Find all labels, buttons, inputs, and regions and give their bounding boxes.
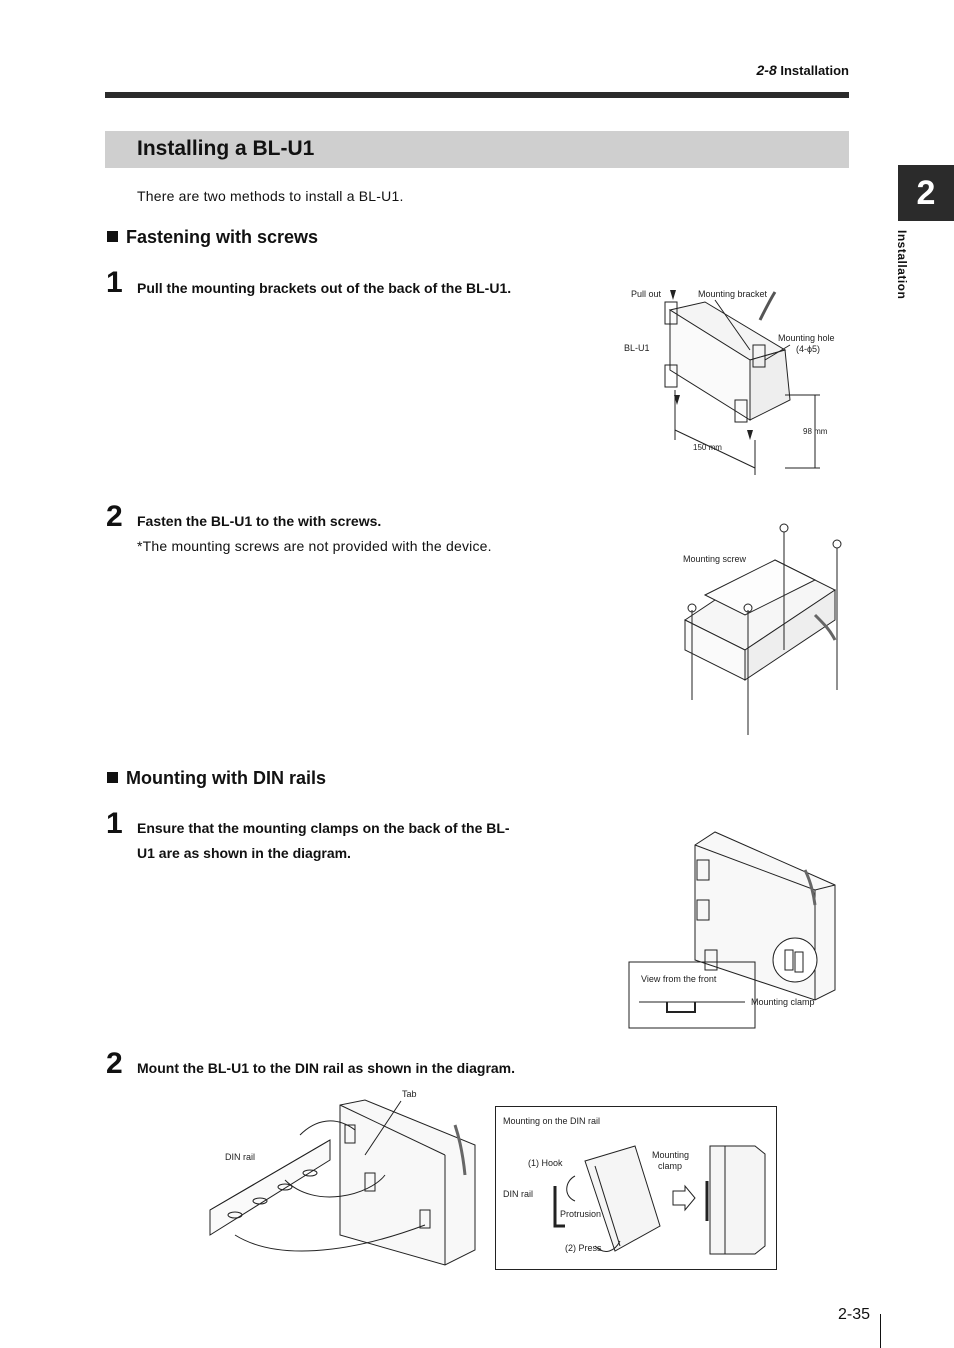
step-number: 1 — [106, 266, 123, 299]
label-mounting-bracket: Mounting bracket — [698, 289, 768, 299]
step-number: 1 — [106, 807, 123, 840]
label-dim-98: 98 mm — [803, 427, 828, 436]
label-mounting-hole: Mounting hole — [778, 333, 835, 343]
label-pull-out: Pull out — [631, 289, 662, 299]
step-text: Pull the mounting brackets out of the back of the BL-U1. — [137, 280, 512, 296]
header-page-ref: 2-8 — [756, 62, 777, 78]
header-section: Installation — [780, 63, 849, 78]
figure-mounting-clamp — [625, 830, 855, 1035]
label-mounting-clamp: Mounting clamp — [751, 997, 815, 1007]
section-heading-screws-text: Fastening with screws — [126, 227, 319, 247]
figure-din-rail-steps — [495, 1106, 777, 1270]
figure-din-rail-mount — [205, 1085, 490, 1270]
label-bl-u1: BL-U1 — [624, 343, 650, 353]
step-text: Fasten the BL-U1 to the with screws. — [137, 513, 382, 529]
chapter-side-text: Installation — [895, 230, 909, 300]
step-text-line: U1 are as shown in the diagram. — [137, 845, 351, 861]
label-protrusion: Protrusion — [560, 1209, 602, 1219]
label-clamp-line2: clamp — [658, 1161, 683, 1171]
label-view-from-front: View from the front — [641, 974, 717, 984]
page-title: Installing a BL-U1 — [137, 137, 315, 160]
section-heading-din-text: Mounting with DIN rails — [126, 768, 326, 788]
label-press: (2) Press — [565, 1243, 602, 1253]
step-text: Mount the BL-U1 to the DIN rail as shown in the diagram. — [137, 1060, 516, 1076]
figure-pull-out-brackets — [615, 280, 855, 480]
chapter-side-label — [895, 230, 925, 320]
running-header — [700, 62, 849, 78]
label-mounting-on-din: Mounting on the DIN rail — [503, 1116, 601, 1126]
step-number: 2 — [106, 1047, 123, 1080]
chapter-tab: 2 — [898, 165, 954, 221]
step-number: 2 — [106, 500, 123, 533]
label-dim-150: 150 mm — [693, 443, 722, 452]
step-text-line: Ensure that the mounting clamps on the back of the BL- — [137, 820, 510, 836]
label-mounting-hole-size: (4-ϕ5) — [796, 344, 821, 354]
header-rule — [105, 92, 849, 98]
label-hook: (1) Hook — [528, 1158, 563, 1168]
step-text — [137, 816, 510, 866]
section-heading-screws — [107, 227, 318, 248]
label-din-rail: DIN rail — [503, 1189, 534, 1199]
section-heading-din — [107, 768, 326, 789]
page-number: 2-35 — [837, 1306, 870, 1323]
step-note: *The mounting screws are not provided with the device. — [137, 538, 492, 554]
page-number-rule — [880, 1314, 881, 1348]
label-din-rail: DIN rail — [225, 1152, 256, 1162]
label-tab: Tab — [402, 1089, 417, 1099]
figure-mounting-screws — [675, 520, 855, 745]
label-clamp-line1: Mounting — [652, 1150, 690, 1160]
square-bullet-icon — [107, 772, 118, 783]
intro-text: There are two methods to install a BL-U1. — [137, 188, 404, 204]
square-bullet-icon — [107, 231, 118, 242]
label-mounting-screw: Mounting screw — [683, 554, 747, 564]
